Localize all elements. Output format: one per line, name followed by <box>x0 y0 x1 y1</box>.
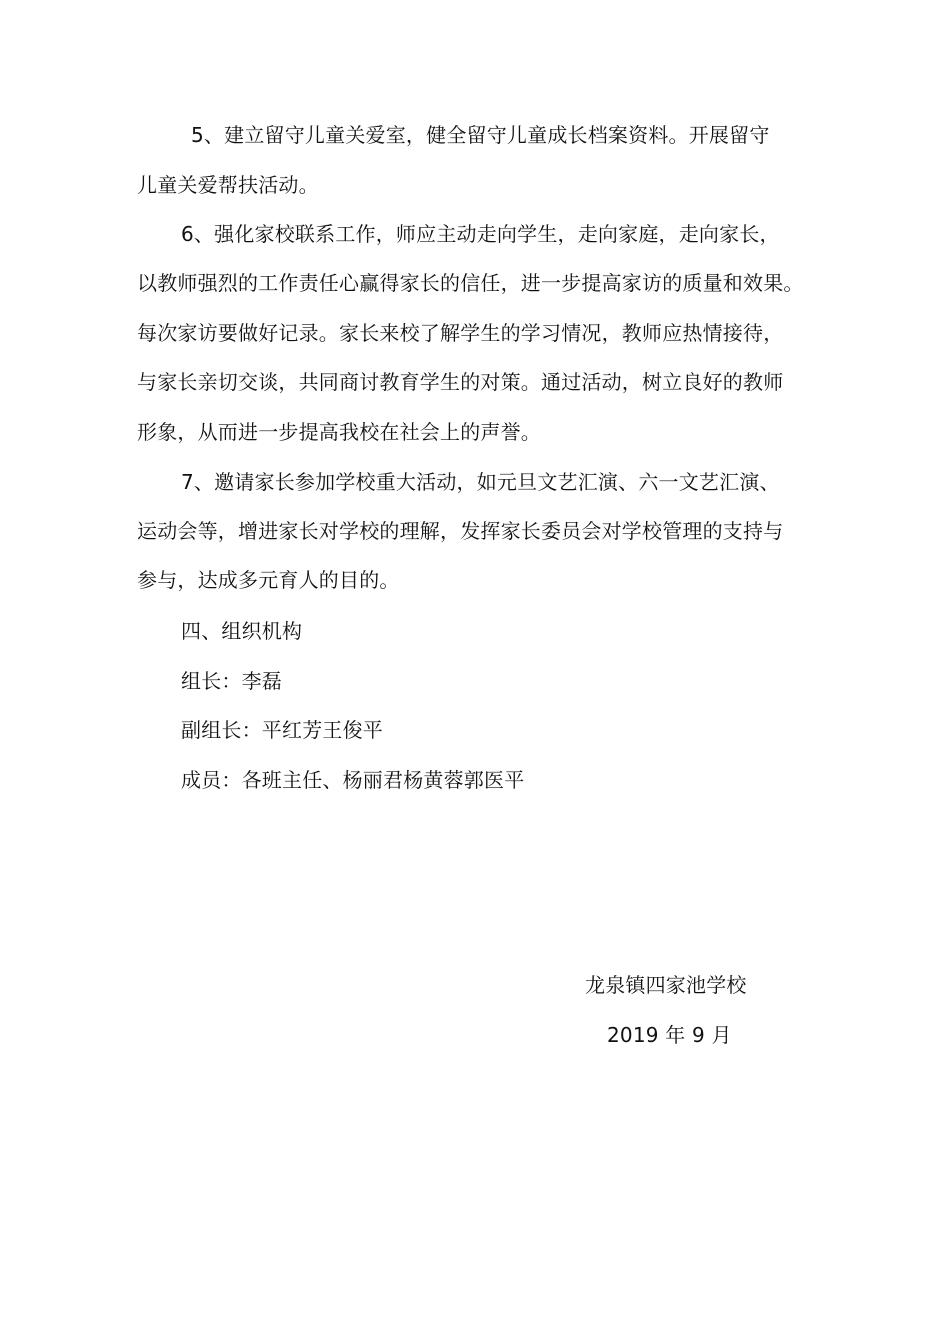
signature-date: 2019 年 9 月 <box>607 1023 732 1047</box>
item-7-line-1: 7、邀请家长参加学校重大活动，如元旦文艺汇演、六一文艺汇演、 <box>181 470 780 494</box>
organization-heading: 四、组织机构 <box>181 619 303 643</box>
item-7-line-2: 运动会等，增进家长对学校的理解，发挥家长委员会对学校管理的支持与 <box>137 519 784 543</box>
item-6-line-1: 6、强化家校联系工作，师应主动走向学生，走向家庭，走向家长， <box>181 222 780 246</box>
signature-school: 龙泉镇四家池学校 <box>585 973 747 997</box>
item-6-line-4: 与家长亲切交谈，共同商讨教育学生的对策。通过活动，树立良好的教师 <box>137 370 784 394</box>
item-6-line-5: 形象，从而进一步提高我校在社会上的声誉。 <box>137 420 541 444</box>
organization-deputy-leader: 副组长：平红芳王俊平 <box>181 718 383 742</box>
item-6-line-3: 每次家访要做好记录。家长来校了解学生的学习情况，教师应热情接待， <box>137 321 784 345</box>
organization-leader: 组长：李磊 <box>181 669 282 693</box>
item-6-line-2: 以教师强烈的工作责任心赢得家长的信任，进一步提高家访的质量和效果。 <box>137 271 804 295</box>
organization-members: 成员：各班主任、杨丽君杨黄蓉郭医平 <box>181 768 525 792</box>
item-7-line-3: 参与，达成多元育人的目的。 <box>137 568 400 592</box>
item-5-line-2: 儿童关爱帮扶活动。 <box>137 173 319 197</box>
item-5-line-1: 5、建立留守儿童关爱室，健全留守儿童成长档案资料。开展留守 <box>191 123 770 147</box>
